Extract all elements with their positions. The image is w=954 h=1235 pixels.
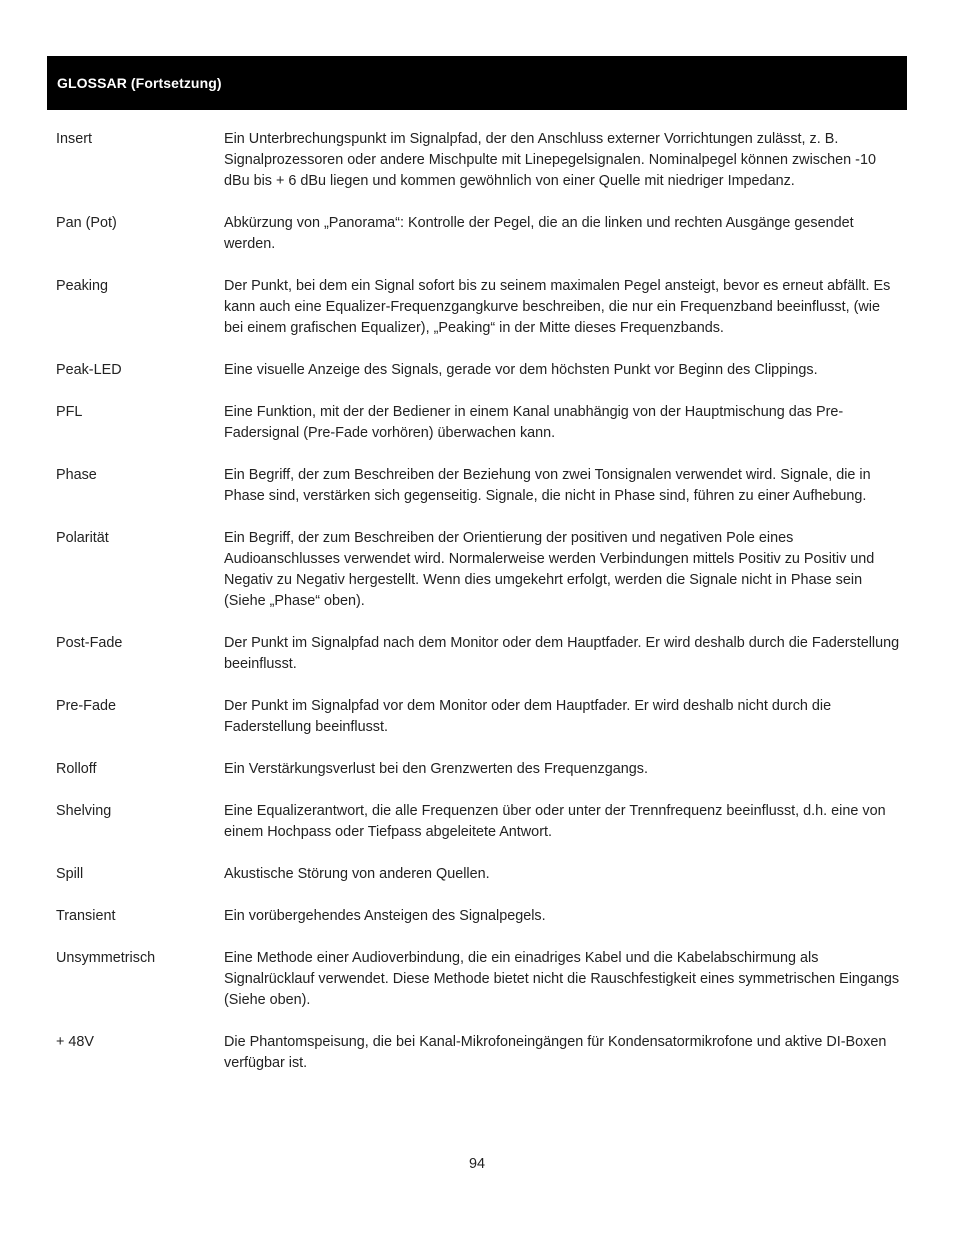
glossary-term: Post-Fade bbox=[56, 635, 123, 651]
section-header-bar bbox=[47, 56, 907, 110]
glossary-term: Peak-LED bbox=[56, 362, 122, 378]
glossary-definition: Ein Begriff, der zum Beschreiben der Orientierung der positiven und negativen Pole eines Audioanschlusses verwendet wird. Normalerweise werden Verbindungen mittels Positiv zu Positiv und Negativ zu Negativ hergestellt. Wenn dies umgekehrt erfolgt, werden die Signale nicht in Phase sein (Siehe „Phase“ oben). bbox=[224, 530, 875, 609]
glossary-term: Pre-Fade bbox=[56, 698, 116, 714]
glossary-definition: Der Punkt im Signalpfad nach dem Monitor oder dem Hauptfader. Er wird deshalb durch die Faderstellung beeinflusst. bbox=[224, 635, 900, 672]
glossary-term: Rolloff bbox=[56, 761, 97, 777]
glossary-definition: Akustische Störung von anderen Quellen. bbox=[224, 866, 490, 882]
glossary-term: Transient bbox=[56, 908, 116, 924]
glossary-definition: Die Phantomspeisung, die bei Kanal-Mikrofoneingängen für Kondensatormikrofone und aktive DI-Boxen verfügbar ist. bbox=[224, 1034, 887, 1071]
glossary-entry-post-fade bbox=[56, 633, 901, 675]
glossary-definition: Ein Begriff, der zum Beschreiben der Beziehung von zwei Tonsignalen verwendet wird. Signale, die in Phase sind, verstärken sich gegenseitig. Signale, die nicht in Phase sind, führen zu einer Aufhebung. bbox=[224, 467, 871, 504]
glossary-definition: Eine Methode einer Audioverbindung, die ein einadriges Kabel und die Kabelabschirmung als Signalrücklauf verwendet. Diese Methode bietet nicht die Rauschfestigkeit eines symmetrischen Eingangs (Siehe oben). bbox=[224, 950, 900, 1008]
glossary-term: Unsymmetrisch bbox=[56, 950, 156, 966]
glossary-term: PFL bbox=[56, 404, 83, 420]
glossary-entry-48v bbox=[56, 1032, 901, 1074]
glossary-term: Peaking bbox=[56, 278, 109, 294]
section-title: GLOSSAR (Fortsetzung) bbox=[57, 75, 222, 91]
glossary-term: Polarität bbox=[56, 530, 109, 546]
page-number: 94 bbox=[468, 1156, 485, 1172]
glossary-definition: Eine Equalizerantwort, die alle Frequenzen über oder unter der Trennfrequenz beeinflusst, d.h. eine von einem Hochpass oder Tiefpass abgeleitete Antwort. bbox=[224, 803, 886, 840]
glossary-term: Phase bbox=[56, 467, 97, 483]
glossary-list bbox=[56, 129, 901, 1095]
glossary-entry-unsymmetrisch bbox=[56, 948, 901, 1011]
glossary-term: Insert bbox=[56, 131, 92, 147]
glossary-entry-shelving bbox=[56, 801, 901, 843]
glossary-entry-pfl bbox=[56, 402, 901, 444]
glossary-definition: Der Punkt im Signalpfad vor dem Monitor oder dem Hauptfader. Er wird deshalb nicht durch die Faderstellung beeinflusst. bbox=[224, 698, 832, 735]
glossary-entry-phase bbox=[56, 465, 901, 507]
glossary-definition: Der Punkt, bei dem ein Signal sofort bis zu seinem maximalen Pegel ansteigt, bevor es erneut abfällt. Es kann auch eine Equalizer-Frequenzgangkurve beschreiben, die nur ein Frequenzband beeinflusst, (wie bei einem grafischen Equalizer), „Peaking“ in der Mitte dieses Frequenzbands. bbox=[224, 278, 891, 336]
glossary-term: + 48V bbox=[56, 1034, 95, 1050]
glossary-entry-peaking bbox=[56, 276, 901, 339]
glossary-definition: Ein Unterbrechungspunkt im Signalpfad, der den Anschluss externer Vorrichtungen zulässt, z. B. Signalprozessoren oder andere Mischpulte mit Linepegelsignalen. Nominalpegel können zwischen -10 dBu bis + 6 dBu liegen und kommen gewöhnlich von einer Quelle mit niedriger Impedanz. bbox=[224, 131, 876, 189]
glossary-entry-peak-led bbox=[56, 360, 901, 381]
glossary-entry-transient bbox=[56, 906, 901, 927]
glossary-definition: Eine visuelle Anzeige des Signals, gerade vor dem höchsten Punkt vor Beginn des Clippings. bbox=[224, 362, 818, 378]
glossary-definition: Ein vorübergehendes Ansteigen des Signalpegels. bbox=[224, 908, 546, 924]
glossary-definition: Abkürzung von „Panorama“: Kontrolle der Pegel, die an die linken und rechten Ausgänge gesendet werden. bbox=[224, 215, 854, 252]
glossary-definition: Eine Funktion, mit der der Bediener in einem Kanal unabhängig von der Hauptmischung das Pre-Fadersignal (Pre-Fade vorhören) überwachen kann. bbox=[224, 404, 844, 441]
glossary-entry-rolloff bbox=[56, 759, 901, 780]
glossary-entry-pan bbox=[56, 213, 901, 255]
glossary-term: Pan (Pot) bbox=[56, 215, 117, 231]
glossary-term: Shelving bbox=[56, 803, 112, 819]
glossary-term: Spill bbox=[56, 866, 84, 882]
glossary-entry-spill bbox=[56, 864, 901, 885]
glossary-definition: Ein Verstärkungsverlust bei den Grenzwerten des Frequenzgangs. bbox=[224, 761, 648, 777]
glossary-entry-polaritaet bbox=[56, 528, 901, 612]
glossary-entry-pre-fade bbox=[56, 696, 901, 738]
glossary-entry-insert bbox=[56, 129, 901, 192]
